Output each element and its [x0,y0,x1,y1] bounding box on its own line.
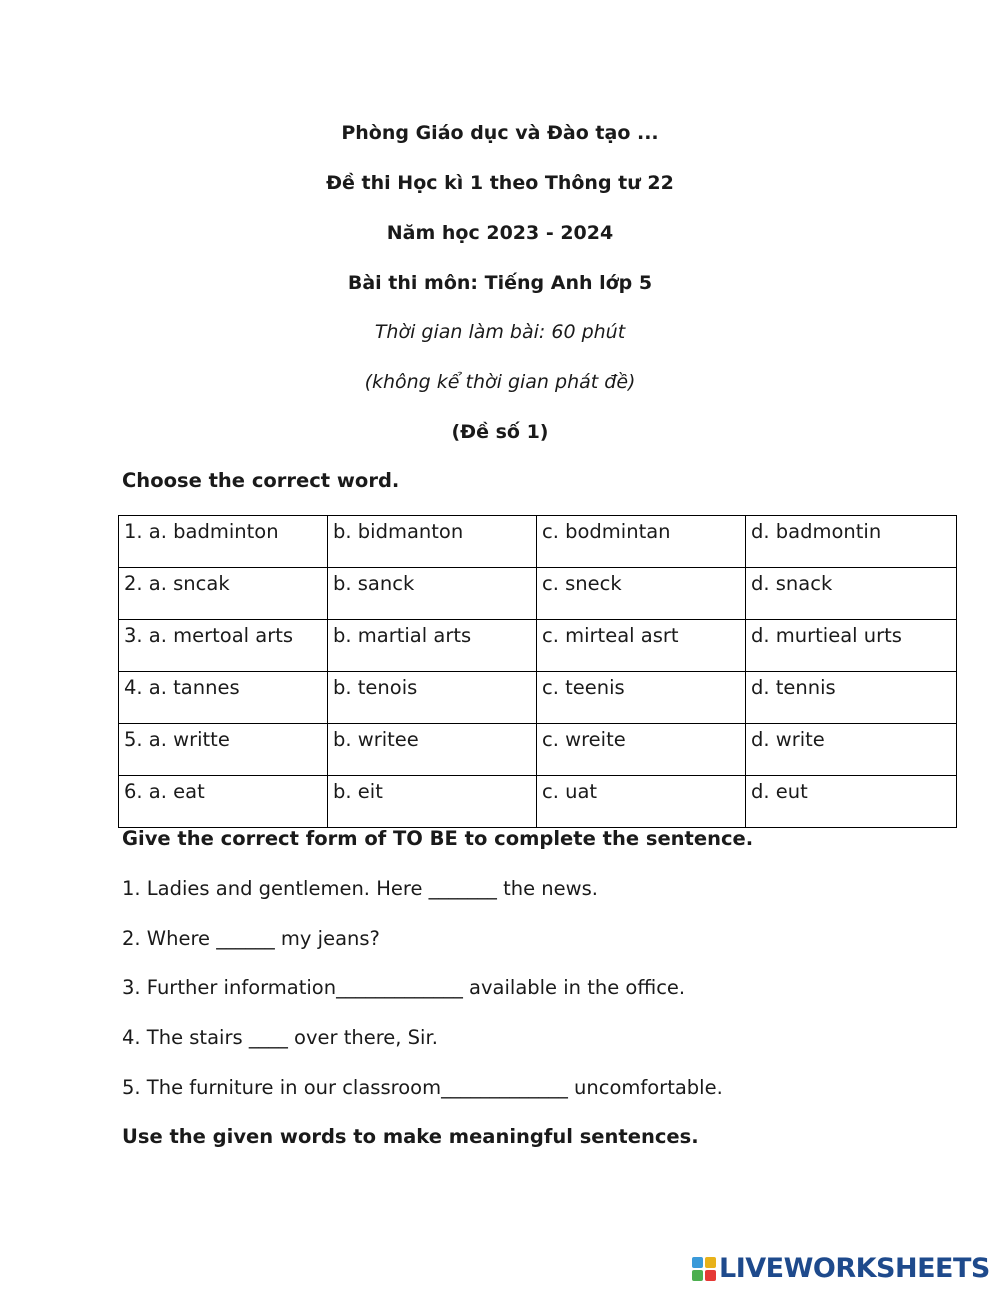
sentence-item: 3. Further information_____________ available in the office. [122,976,686,999]
logo-tile [705,1270,716,1281]
option-cell: 2. a. sncak [119,568,328,620]
liveworksheets-logo-icon [692,1257,716,1281]
option-cell: c. bodmintan [537,516,746,568]
option-cell: d. murtieal urts [746,620,957,672]
option-cell: b. sanck [328,568,537,620]
choices-table [118,515,957,828]
option-cell: c. teenis [537,672,746,724]
exam-number: (Đề số 1) [451,421,549,443]
sentence-item: 2. Where ______ my jeans? [122,927,380,950]
option-cell: b. bidmanton [328,516,537,568]
table-row [119,776,957,828]
section3-title: Use the given words to make meaningful sentences. [122,1125,699,1148]
exam-title: Đề thi Học kì 1 theo Thông tư 22 [326,172,674,194]
table-row [119,724,957,776]
logo-tile [705,1257,716,1268]
option-cell: c. sneck [537,568,746,620]
brand-name: LIVEWORKSHEETS [719,1253,990,1284]
option-cell: 4. a. tannes [119,672,328,724]
option-cell: c. mirteal asrt [537,620,746,672]
school-department: Phòng Giáo dục và Đào tạo ... [341,122,659,144]
school-year: Năm học 2023 - 2024 [386,222,614,244]
time-limit: Thời gian làm bài: 60 phút [374,321,626,343]
option-cell: b. martial arts [328,620,537,672]
option-cell: 3. a. mertoal arts [119,620,328,672]
subject: Bài thi môn: Tiếng Anh lớp 5 [347,272,653,294]
logo-tile [692,1257,703,1268]
table-row [119,516,957,568]
option-cell: d. tennis [746,672,957,724]
sentence-item: 1. Ladies and gentlemen. Here _______ the news. [122,877,598,900]
option-cell: 5. a. writte [119,724,328,776]
section1-title: Choose the correct word. [122,469,400,492]
time-note: (không kể thời gian phát đề) [364,371,636,393]
logo-tile [692,1270,703,1281]
option-cell: b. writee [328,724,537,776]
table-row [119,620,957,672]
option-cell: 6. a. eat [119,776,328,828]
section2-title: Give the correct form of TO BE to complete the sentence. [122,827,754,850]
option-cell: b. eit [328,776,537,828]
sentence-item: 5. The furniture in our classroom_____________ uncomfortable. [122,1076,723,1099]
option-cell: d. snack [746,568,957,620]
option-cell: d. badmontin [746,516,957,568]
option-cell: 1. a. badminton [119,516,328,568]
option-cell: c. wreite [537,724,746,776]
sentence-item: 4. The stairs ____ over there, Sir. [122,1026,438,1049]
table-row [119,672,957,724]
liveworksheets-brand [692,1254,990,1284]
option-cell: d. write [746,724,957,776]
option-cell: c. uat [537,776,746,828]
option-cell: b. tenois [328,672,537,724]
option-cell: d. eut [746,776,957,828]
table-row [119,568,957,620]
